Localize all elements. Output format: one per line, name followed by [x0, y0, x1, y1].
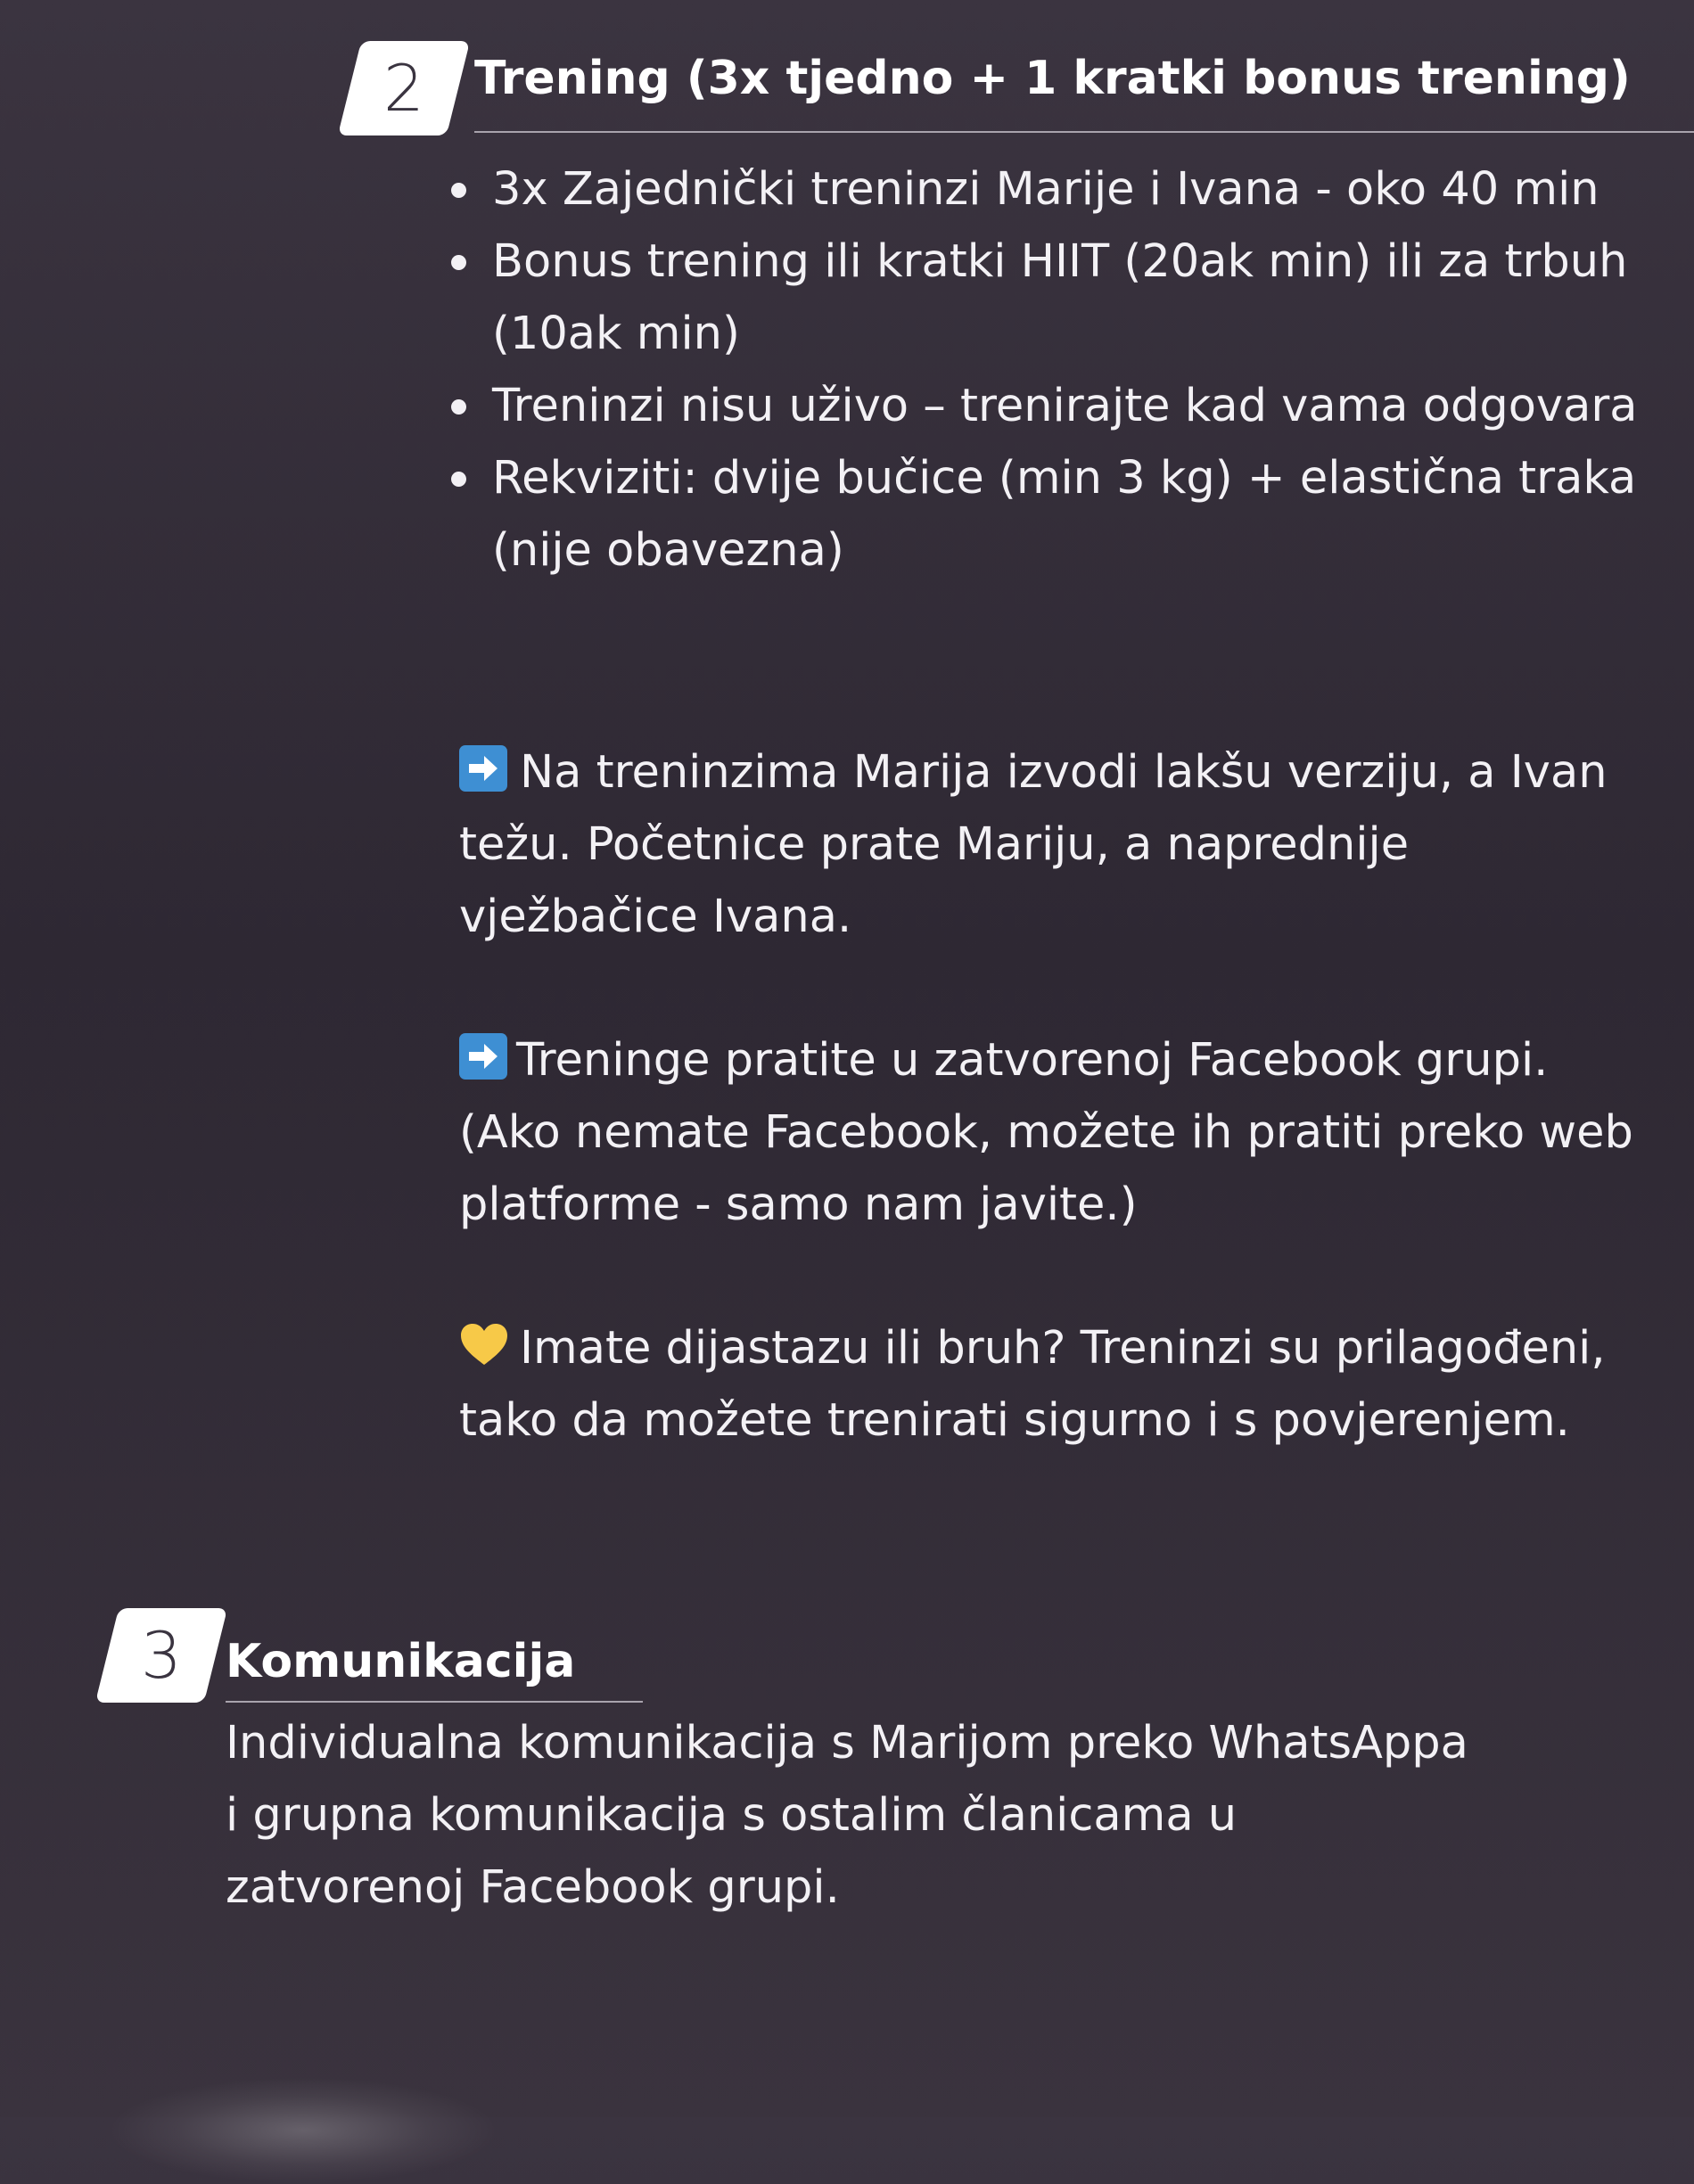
note-text: Treninge pratite u zatvorenoj Facebook grupi. (Ako nemate Facebook, možete ih pratiti preko web platforme - samo nam javite.): [459, 1034, 1633, 1231]
section-title: Trening (3x tjedno + 1 kratki bonus trening): [474, 52, 1631, 105]
list-item: Treninzi nisu uživo – trenirajte kad vama odgovara: [492, 370, 1678, 442]
training-note-diastasis: [459, 1312, 1645, 1457]
list-item: 3x Zajednički treninzi Marije i Ivana - oko 40 min: [492, 153, 1678, 226]
arrow-right-icon: [459, 1033, 507, 1080]
section-number-badge: [338, 41, 470, 135]
arrow-right-icon: [459, 745, 507, 792]
bottom-glow: [107, 2077, 499, 2184]
section-title: Komunikacija: [226, 1635, 576, 1688]
section-title-underline: [226, 1701, 643, 1703]
section-number-badge: [95, 1608, 227, 1703]
section-number: 2: [383, 51, 424, 126]
note-text: Imate dijastazu ili bruh? Treninzi su prilagođeni, tako da možete trenirati sigurno i s povjerenjem.: [459, 1322, 1606, 1447]
training-bullet-list: [437, 153, 1678, 587]
communication-text: Individualna komunikacija s Marijom preko WhatsAppa i grupna komunikacija s ostalim članicama u zatvorenoj Facebook grupi.: [226, 1717, 1468, 1914]
yellow-heart-icon: [459, 1316, 509, 1360]
section-title-underline: [474, 131, 1694, 133]
training-note-facebook: [459, 1024, 1645, 1241]
note-text: Na treninzima Marija izvodi lakšu verziju, a Ivan težu. Početnice prate Mariju, a naprednije vježbačice Ivana.: [459, 746, 1608, 943]
list-item: Bonus trening ili kratki HIIT (20ak min) ili za trbuh (10ak min): [492, 226, 1678, 370]
list-item: Rekviziti: dvije bučice (min 3 kg) + elastična traka (nije obavezna): [492, 442, 1678, 587]
training-note-versions: [459, 736, 1645, 953]
section-number: 3: [141, 1618, 182, 1693]
